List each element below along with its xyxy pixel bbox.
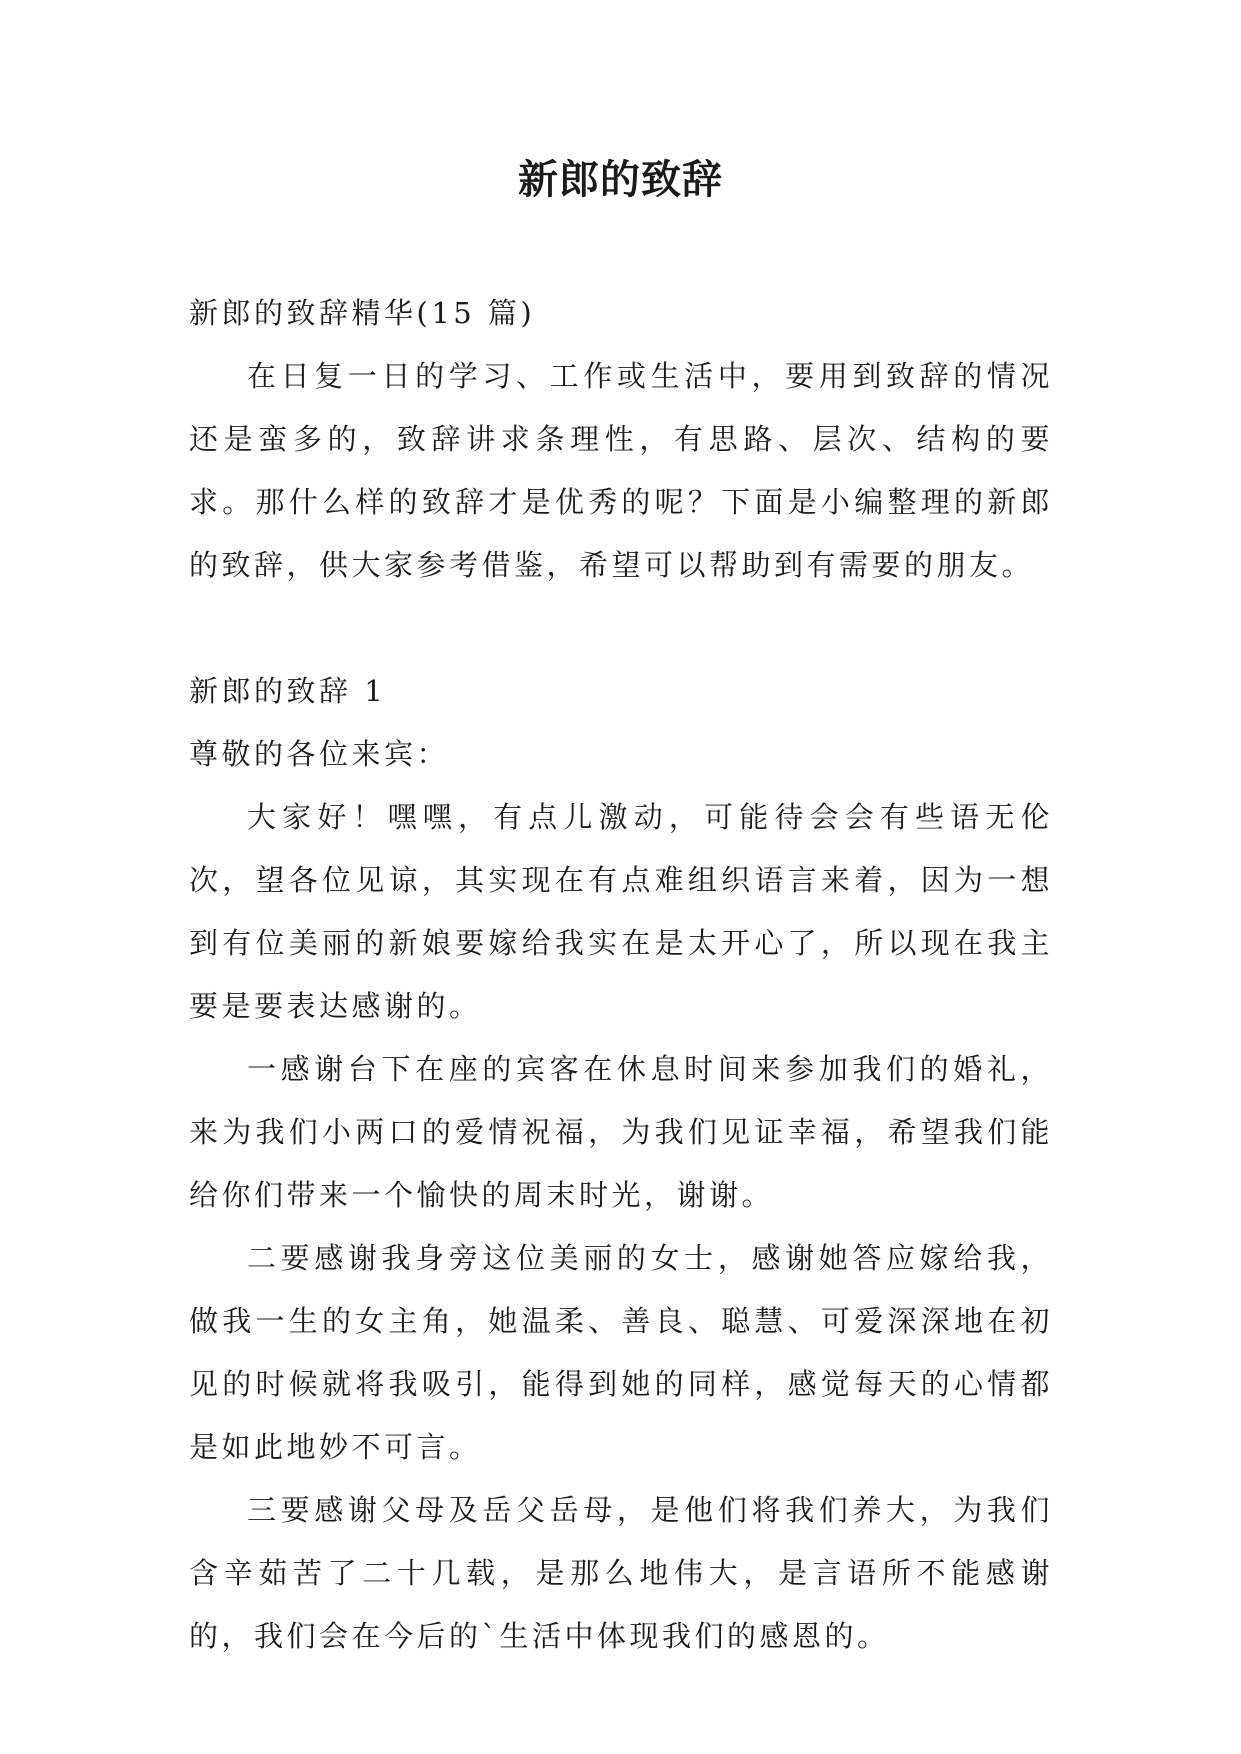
body-paragraph: 一感谢台下在座的宾客在休息时间来参加我们的婚礼，来为我们小两口的爱情祝福，为我们见证幸福，希望我们能给你们带来一个愉快的周末时光，谢谢。 bbox=[189, 1052, 1053, 1212]
salutation: 尊敬的各位来宾： bbox=[189, 737, 450, 771]
body-paragraph: 三要感谢父母及岳父岳母，是他们将我们养大，为我们含辛茹苦了二十几载，是那么地伟大，是言语所不能感谢的，我们会在今后的`生活中体现我们的感恩的。 bbox=[189, 1493, 1053, 1653]
document-body bbox=[189, 282, 1053, 1668]
body-paragraph: 二要感谢我身旁这位美丽的女士，感谢她答应嫁给我，做我一生的女主角，她温柔、善良、聪慧、可爱深深地在初见的时候就将我吸引，能得到她的同样，感觉每天的心情都是如此地妙不可言。 bbox=[189, 1241, 1053, 1464]
document-title: 新郎的致辞 bbox=[518, 157, 723, 203]
intro-paragraph: 在日复一日的学习、工作或生活中，要用到致辞的情况还是蛮多的，致辞讲求条理性，有思路、层次、结构的要求。那什么样的致辞才是优秀的呢？下面是小编整理的新郎的致辞，供大家参考借鉴，希望可以帮助到有需要的朋友。 bbox=[189, 359, 1053, 582]
body-paragraph: 大家好！嘿嘿，有点儿激动，可能待会会有些语无伦次，望各位见谅，其实现在有点难组织语言来着，因为一想到有位美丽的新娘要嫁给我实在是太开心了，所以现在我主要是要表达感谢的。 bbox=[189, 800, 1053, 1023]
document-subtitle: 新郎的致辞精华(15 篇) bbox=[189, 296, 536, 330]
section-heading: 新郎的致辞 1 bbox=[189, 674, 387, 708]
